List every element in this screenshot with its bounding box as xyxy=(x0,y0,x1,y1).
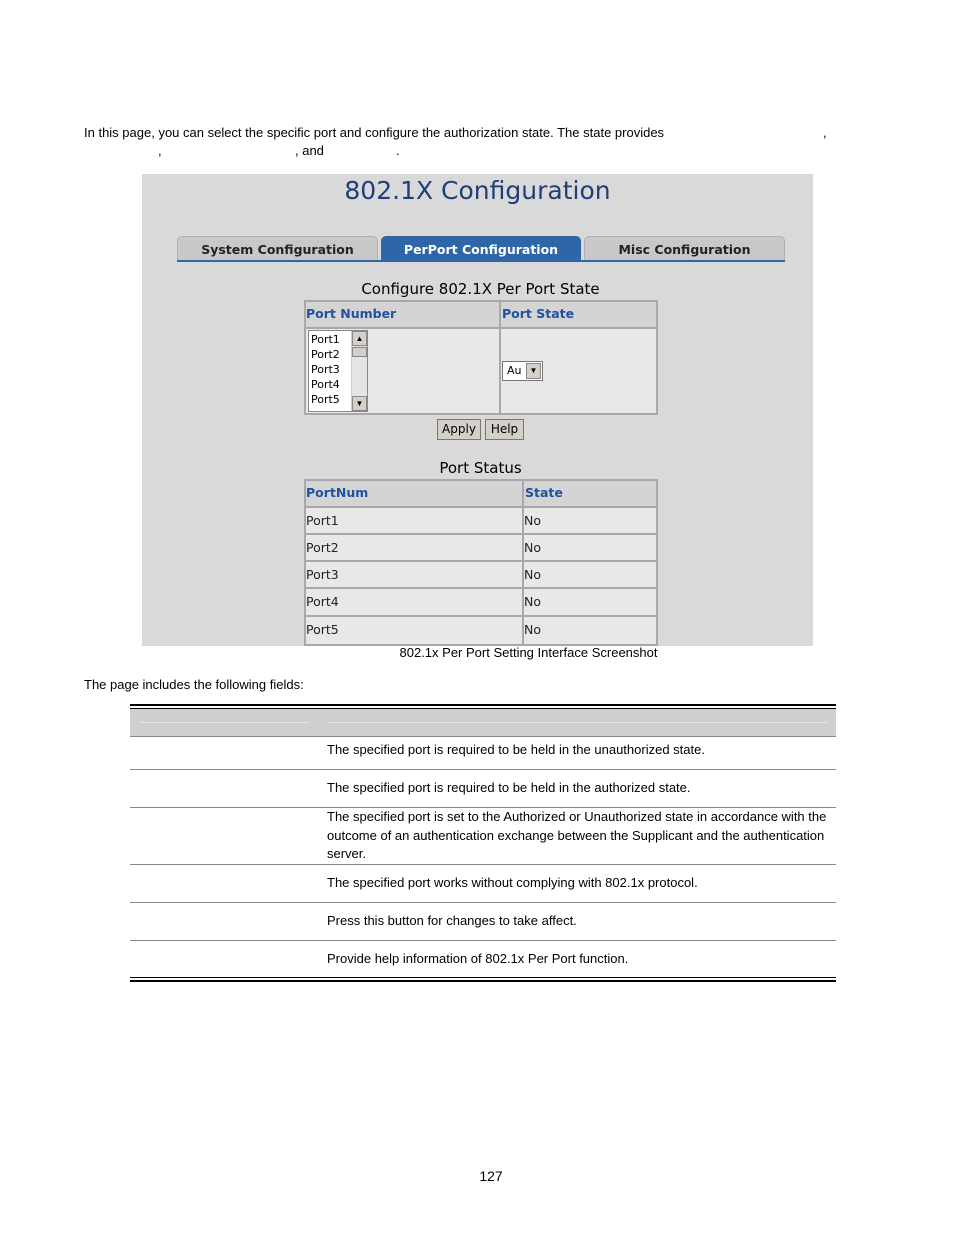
tab-perport-configuration[interactable]: PerPort Configuration xyxy=(381,236,581,261)
list-item[interactable]: Port5 xyxy=(311,393,340,406)
status-row-divider xyxy=(304,533,658,535)
status-row-divider xyxy=(304,506,658,508)
status-state-cell: No xyxy=(524,594,541,609)
chevron-down-icon[interactable]: ▼ xyxy=(526,363,541,379)
status-state-cell: No xyxy=(524,622,541,637)
config-section-title: Configure 802.1X Per Port State xyxy=(361,280,600,298)
field-description: Provide help information of 802.1x Per Port function. xyxy=(327,951,629,966)
table-row xyxy=(130,770,836,808)
port-state-value: Au xyxy=(507,364,522,377)
list-item[interactable]: Port3 xyxy=(311,363,340,376)
table-top-rule xyxy=(130,704,836,706)
table-bottom-rule xyxy=(130,980,836,982)
port-state-header: Port State xyxy=(502,306,575,321)
tab-system-configuration[interactable]: System Configuration xyxy=(177,236,378,261)
status-section-title: Port Status xyxy=(439,459,522,477)
status-row-divider xyxy=(304,615,658,617)
config-screenshot xyxy=(142,174,813,646)
tab-misc-configuration[interactable]: Misc Configuration xyxy=(584,236,785,261)
status-state-cell: No xyxy=(524,513,541,528)
apply-button[interactable]: Apply xyxy=(437,419,481,440)
fields-table-header xyxy=(130,709,836,737)
tab-underline xyxy=(177,260,785,262)
config-header-divider xyxy=(304,327,658,329)
intro-line-2-dot: . xyxy=(396,143,400,158)
table-bottom-rule-thin xyxy=(130,977,836,978)
table-row xyxy=(130,737,836,770)
status-port-cell: Port1 xyxy=(306,513,339,528)
status-port-cell: Port4 xyxy=(306,594,339,609)
status-port-cell: Port3 xyxy=(306,567,339,582)
table-row xyxy=(130,865,836,903)
listbox-scrollbar[interactable] xyxy=(351,331,367,411)
intro-line-2-and: , and xyxy=(295,143,324,158)
page-title: 802.1X Configuration xyxy=(344,176,611,205)
field-description: The specified port is required to be held in the authorized state. xyxy=(327,780,691,795)
portnum-header: PortNum xyxy=(306,485,369,500)
status-state-cell: No xyxy=(524,540,541,555)
intro-line-1: In this page, you can select the specific port and configure the authorization state. The state provides xyxy=(84,125,665,140)
table-row xyxy=(130,941,836,977)
table-row xyxy=(130,808,836,865)
intro-line-2-comma: , xyxy=(158,143,162,158)
intro-line-1-end: , xyxy=(823,125,827,140)
list-item[interactable]: Port1 xyxy=(311,333,340,346)
status-col-divider xyxy=(522,479,524,646)
port-state-select[interactable] xyxy=(502,361,543,381)
field-description: The specified port works without complying with 802.1x protocol. xyxy=(327,875,698,890)
scroll-up-icon[interactable]: ▲ xyxy=(352,331,367,346)
header-rule xyxy=(140,722,310,723)
list-item[interactable]: Port2 xyxy=(311,348,340,361)
status-row-divider xyxy=(304,587,658,589)
status-row-divider xyxy=(304,560,658,562)
figure-caption: 802.1x Per Port Setting Interface Screenshot xyxy=(399,645,658,660)
fields-intro: The page includes the following fields: xyxy=(84,677,304,692)
status-state-cell: No xyxy=(524,567,541,582)
table-row xyxy=(130,903,836,941)
field-description: Press this button for changes to take affect. xyxy=(327,913,577,928)
field-description: The specified port is set to the Authorized or Unauthorized state in accordance with the outcome of an authentication exchange between the Supplicant and the authentication server. xyxy=(327,809,827,861)
scroll-thumb[interactable] xyxy=(352,347,367,357)
state-header: State xyxy=(525,485,563,500)
status-port-cell: Port2 xyxy=(306,540,339,555)
scroll-down-icon[interactable]: ▼ xyxy=(352,396,367,411)
status-port-cell: Port5 xyxy=(306,622,339,637)
field-description: The specified port is required to be held in the unauthorized state. xyxy=(327,742,705,757)
page-number: 127 xyxy=(479,1168,503,1184)
port-listbox[interactable] xyxy=(308,330,368,412)
header-rule xyxy=(327,722,827,723)
port-number-header: Port Number xyxy=(306,306,397,321)
help-button[interactable]: Help xyxy=(485,419,524,440)
list-item[interactable]: Port4 xyxy=(311,378,340,391)
